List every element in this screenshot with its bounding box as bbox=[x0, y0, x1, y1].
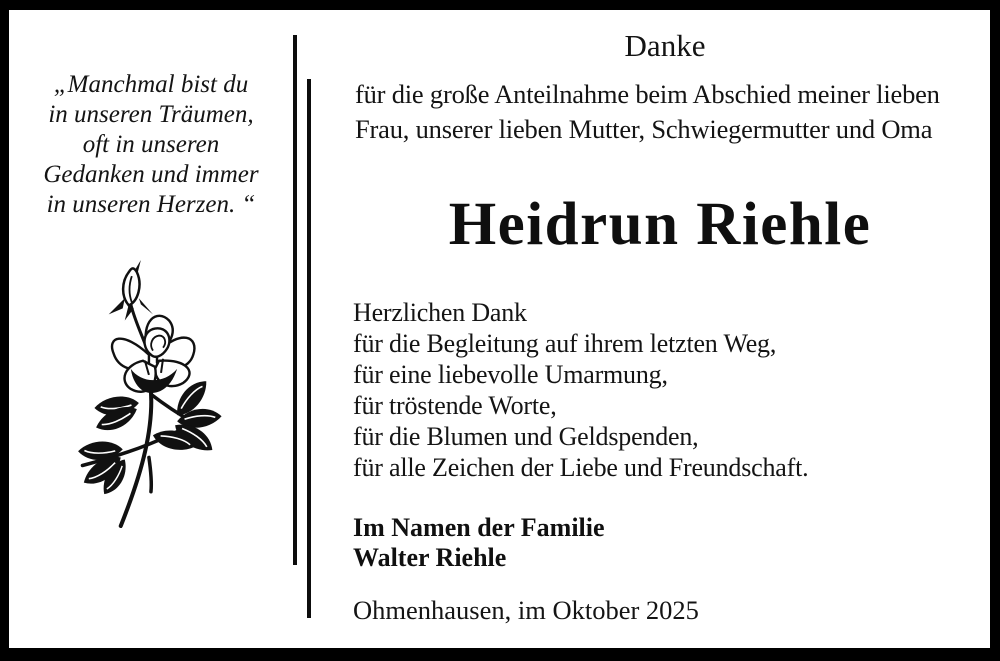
quote-line: „Manchmal bist du bbox=[53, 71, 249, 98]
thanks-line: Herzlichen Dank bbox=[353, 298, 527, 327]
rose-illustration bbox=[64, 256, 251, 533]
vertical-divider-left bbox=[293, 35, 297, 565]
intro-line: Frau, unserer lieben Mutter, Schwiegermutter und Oma bbox=[355, 114, 933, 144]
quote-line: in unseren Träumen, bbox=[48, 101, 254, 128]
memorial-quote bbox=[15, 70, 287, 220]
thanks-list bbox=[353, 297, 993, 483]
closing-signature bbox=[353, 513, 853, 573]
quote-line: Gedanken und immer bbox=[43, 161, 259, 188]
thanks-line: für tröstende Worte, bbox=[353, 391, 557, 420]
deceased-name: Heidrun Riehle bbox=[448, 191, 872, 258]
thanks-line: für alle Zeichen der Liebe und Freundschaft. bbox=[353, 453, 809, 482]
quote-line: in unseren Herzen. “ bbox=[46, 191, 256, 218]
thanks-line: für die Begleitung auf ihrem letzten Weg, bbox=[353, 329, 777, 358]
closing-line: Walter Riehle bbox=[353, 543, 507, 572]
vertical-divider-right bbox=[307, 79, 311, 618]
place-date: Ohmenhausen, im Oktober 2025 bbox=[353, 595, 699, 625]
intro-paragraph bbox=[355, 77, 985, 147]
closing-line: Im Namen der Familie bbox=[353, 513, 605, 542]
quote-line: oft in unseren bbox=[82, 131, 220, 158]
thanks-line: für die Blumen und Geldspenden, bbox=[353, 422, 699, 451]
thanks-line: für eine liebevolle Umarmung, bbox=[353, 360, 668, 389]
notice-header: Danke bbox=[624, 28, 706, 63]
intro-line: für die große Anteilnahme beim Abschied meiner lieben bbox=[355, 79, 940, 109]
